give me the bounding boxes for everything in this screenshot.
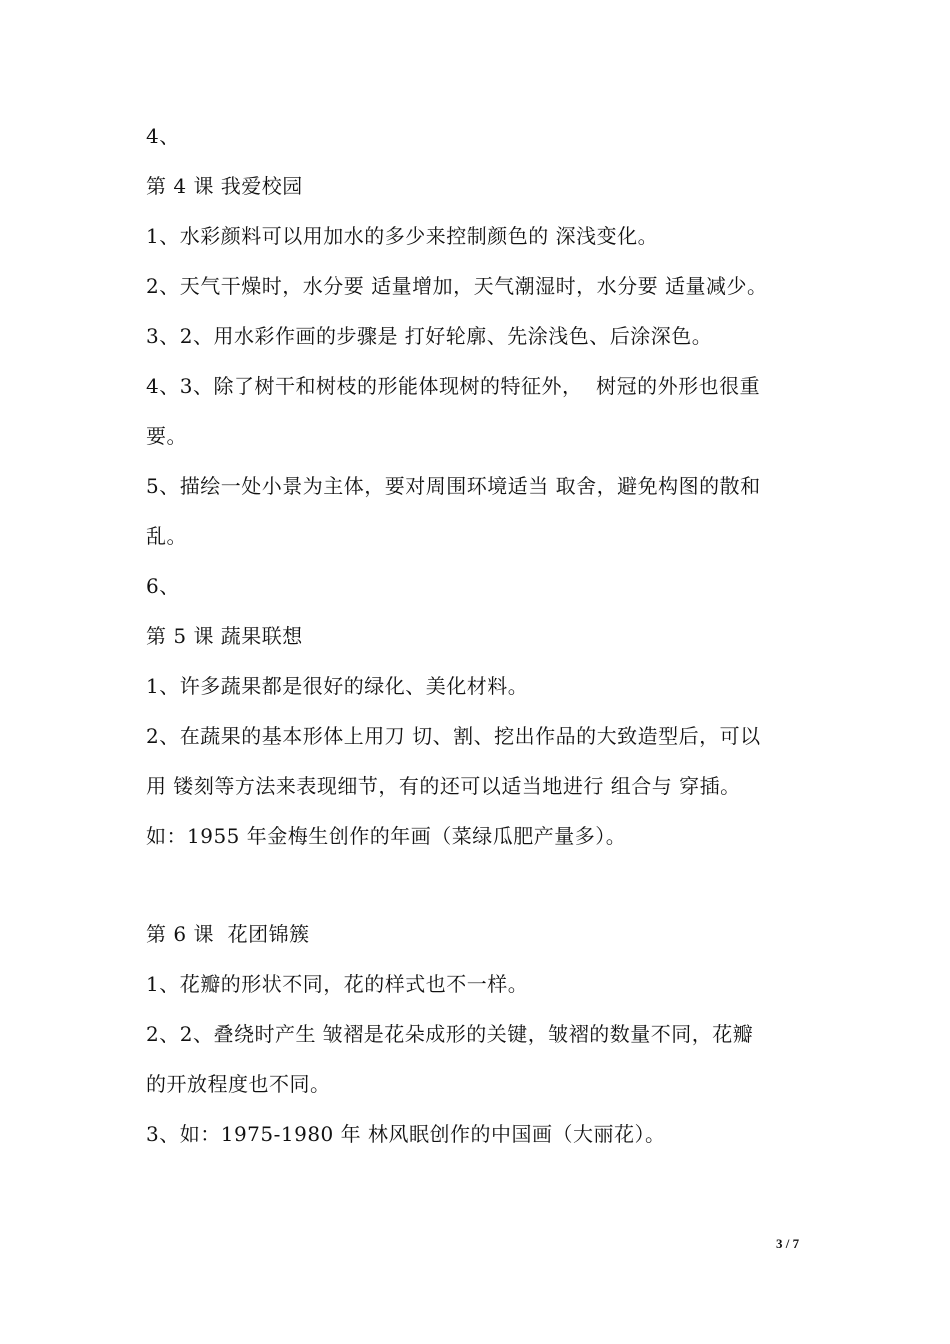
- lesson-heading: 第 4 课 我爱校园: [146, 174, 303, 198]
- text-line: 乱。: [146, 524, 187, 548]
- text-line: 要。: [146, 424, 187, 448]
- lesson-heading: 第 5 课 蔬果联想: [146, 624, 303, 648]
- text-line: 1、花瓣的形状不同，花的样式也不一样。: [146, 972, 529, 996]
- text-line: 4、3、除了树干和树枝的形能体现树的特征外， 树冠的外形也很重: [146, 374, 761, 398]
- text-line: 如：1955 年金梅生创作的年画（菜绿瓜肥产量多）。: [146, 824, 627, 848]
- text-line: 1、水彩颜料可以用加水的多少来控制颜色的 深浅变化。: [146, 224, 659, 248]
- text-line: 3、2、用水彩作画的步骤是 打好轮廓、先涂浅色、后涂深色。: [146, 324, 713, 348]
- text-line: 5、描绘一处小景为主体，要对周围环境适当 取舍，避免构图的散和: [146, 474, 761, 498]
- text-line: 4、: [146, 124, 180, 148]
- text-line: 2、在蔬果的基本形体上用刀 切、割、挖出作品的大致造型后，可以: [146, 724, 761, 748]
- text-line: 用 镂刻等方法来表现细节，有的还可以适当地进行 组合与 穿插。: [146, 774, 741, 798]
- lesson-heading: 第 6 课 花团锦簇: [146, 922, 310, 946]
- text-line: 2、2、叠绕时产生 皱褶是花朵成形的关键，皱褶的数量不同，花瓣: [146, 1022, 754, 1046]
- page-number: 3 / 7: [776, 1236, 800, 1251]
- text-line: 3、如：1975-1980 年 林风眠创作的中国画（大丽花）。: [146, 1122, 666, 1146]
- text-line: 6、: [146, 574, 180, 598]
- text-line: 1、许多蔬果都是很好的绿化、美化材料。: [146, 674, 529, 698]
- text-line: 的开放程度也不同。: [146, 1072, 331, 1096]
- text-line: 2、天气干燥时，水分要 适量增加，天气潮湿时，水分要 适量减少。: [146, 274, 768, 298]
